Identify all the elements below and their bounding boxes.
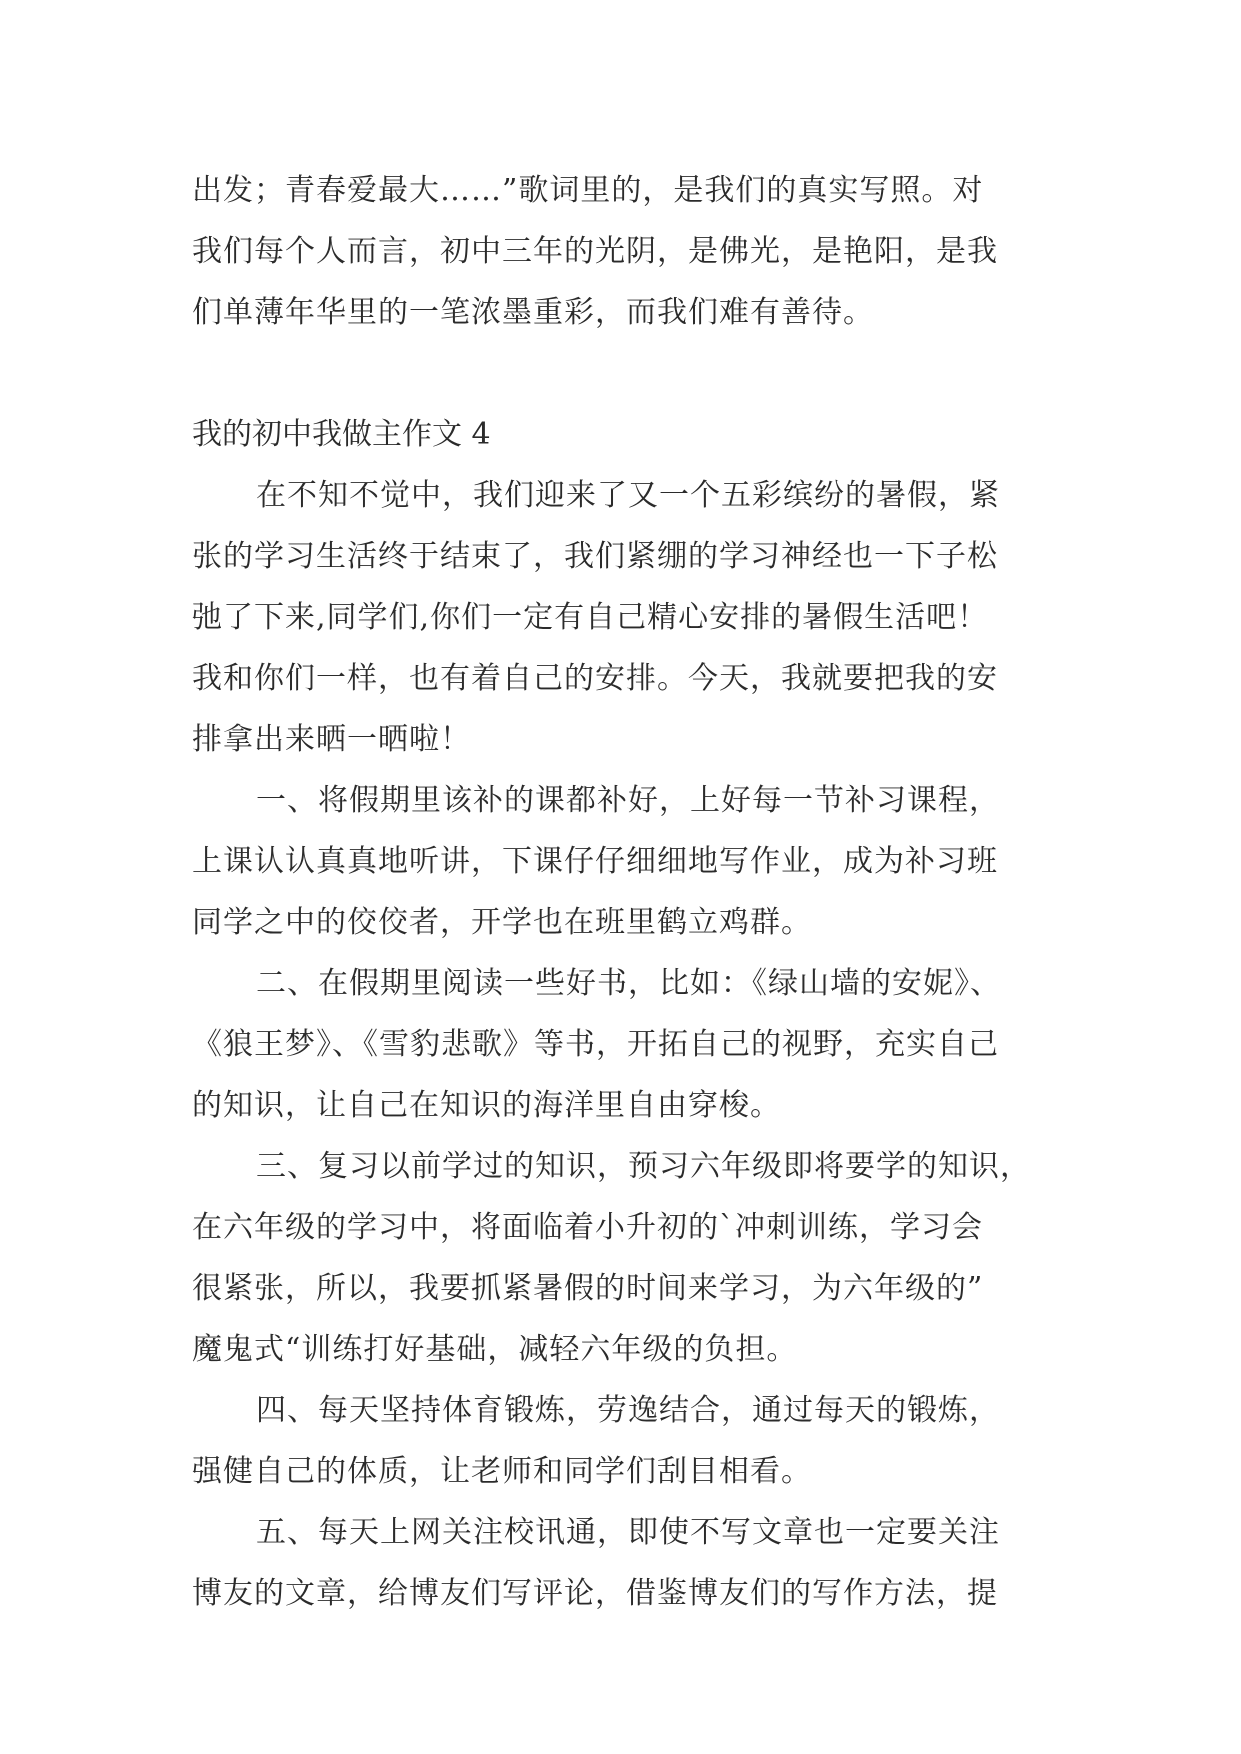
paragraph-line: 四、每天坚持体育锻炼，劳逸结合，通过每天的锻炼， [256, 1393, 1000, 1428]
paragraph-line: 二、在假期里阅读一些好书，比如：《绿山墙的安妮》、 [256, 966, 1001, 1001]
paragraph-line: 上课认认真真地听讲，下课仔仔细细地写作业，成为补习班 [192, 844, 998, 879]
intro-line: 我们每个人而言，初中三年的光阴，是佛光，是艳阳，是我 [192, 234, 998, 269]
paragraph-line: 《狼王梦》、《雪豹悲歌》等书，开拓自己的视野，充实自己 [192, 1027, 999, 1062]
intro-line: 出发；青春爱最大……”歌词里的，是我们的真实写照。对 [192, 173, 984, 208]
paragraph-line: 的知识，让自己在知识的海洋里自由穿梭。 [192, 1088, 781, 1123]
paragraph-line: 魔鬼式“训练打好基础，减轻六年级的负担。 [192, 1332, 798, 1367]
paragraph-line: 三、复习以前学过的知识，预习六年级即将要学的知识， [256, 1149, 1031, 1184]
paragraph-line: 很紧张，所以，我要抓紧暑假的时间来学习，为六年级的” [192, 1271, 984, 1306]
paragraph-line: 一、将假期里该补的课都补好，上好每一节补习课程， [256, 783, 1000, 818]
document-body [192, 160, 1052, 1624]
intro-line: 们单薄年华里的一笔浓墨重彩，而我们难有善待。 [192, 295, 874, 330]
paragraph-line: 排拿出来晒一晒啦！ [192, 722, 471, 757]
paragraph-line: 五、每天上网关注校讯通，即使不写文章也一定要关注 [256, 1515, 1000, 1550]
paragraph-line: 弛了下来,同学们,你们一定有自己精心安排的暑假生活吧！ [192, 600, 989, 635]
section-title: 我的初中我做主作文 4 [192, 417, 491, 452]
paragraph-line: 我和你们一样，也有着自己的安排。今天，我就要把我的安 [192, 661, 998, 696]
paragraph-line: 在不知不觉中，我们迎来了又一个五彩缤纷的暑假，紧 [256, 478, 1000, 513]
paragraph-line: 强健自己的体质，让老师和同学们刮目相看。 [192, 1454, 812, 1489]
paragraph-line: 在六年级的学习中，将面临着小升初的`冲刺训练，学习会 [192, 1210, 983, 1245]
paragraph-gap [192, 343, 1052, 404]
paragraph-line: 博友的文章，给博友们写评论，借鉴博友们的写作方法，提 [192, 1576, 998, 1611]
paragraph-line: 张的学习生活终于结束了，我们紧绷的学习神经也一下子松 [192, 539, 998, 574]
paragraph-line: 同学之中的佼佼者，开学也在班里鹤立鸡群。 [192, 905, 812, 940]
